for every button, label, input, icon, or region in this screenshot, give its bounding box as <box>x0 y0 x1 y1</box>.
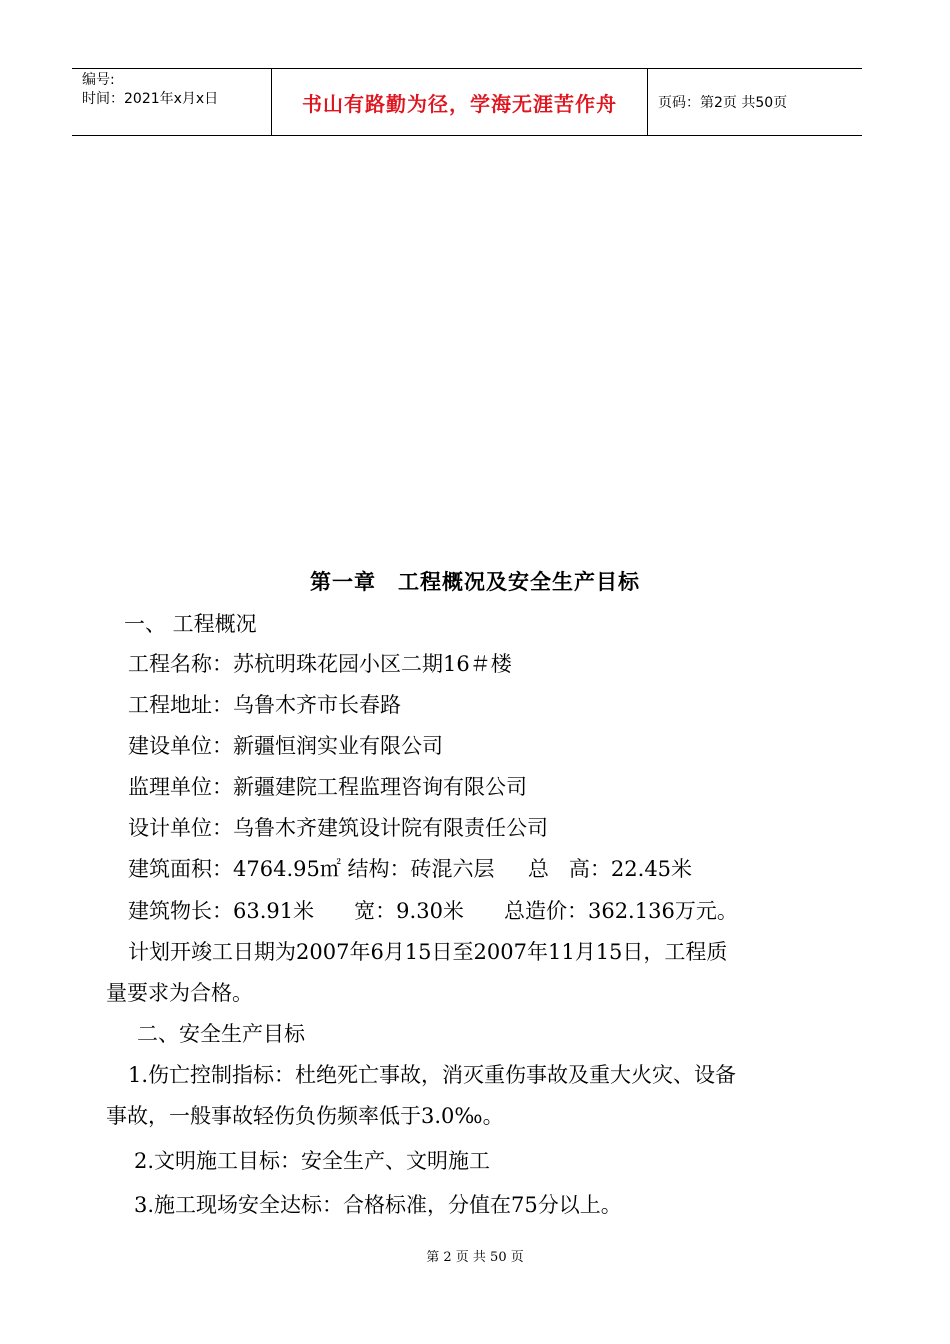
project-supervisor: 监理单位：新疆建院工程监理咨询有限公司 <box>128 775 527 799</box>
project-address: 工程地址：乌鲁木齐市长春路 <box>128 693 401 717</box>
page-footer: 第 2 页 共 50 页 <box>426 1250 524 1265</box>
project-schedule-line2: 量要求为合格。 <box>106 981 253 1005</box>
project-length-width-cost: 建筑物长：63.91米 宽：9.30米 总造价：362.136万元。 <box>128 899 738 923</box>
target-civilized-construction: 2.文明施工目标：安全生产、文明施工 <box>134 1149 491 1173</box>
target-casualty-line2: 事故，一般事故轻伤负伤频率低于3.0‰。 <box>106 1104 504 1128</box>
page-header <box>72 68 862 136</box>
project-area-structure: 建筑面积：4764.95㎡ 结构：砖混六层 总 高：22.45米 <box>128 857 693 881</box>
project-name: 工程名称：苏杭明珠花园小区二期16＃楼 <box>128 652 512 676</box>
section-heading-overview: 一、 工程概况 <box>124 612 257 636</box>
header-info <box>72 69 272 135</box>
target-site-safety: 3.施工现场安全达标：合格标准，分值在75分以上。 <box>134 1193 622 1217</box>
project-designer: 设计单位：乌鲁木齐建筑设计院有限责任公司 <box>128 816 548 840</box>
section-heading-safety-targets: 二、安全生产目标 <box>137 1022 305 1046</box>
header-motto: 书山有路勤为径，学海无涯苦作舟 <box>272 69 648 135</box>
project-builder: 建设单位：新疆恒润实业有限公司 <box>128 734 443 758</box>
header-page-number: 页码：第2页 共50页 <box>658 95 788 111</box>
document-time-label: 时间：2021年x月x日 <box>82 91 219 107</box>
document-number-label: 编号: <box>82 72 115 88</box>
target-casualty-line1: 1.伤亡控制指标：杜绝死亡事故，消灭重伤事故及重大火灾、设备 <box>128 1063 737 1087</box>
chapter-title: 第一章 工程概况及安全生产目标 <box>310 570 640 594</box>
project-schedule-line1: 计划开竣工日期为2007年6月15日至2007年11月15日，工程质 <box>128 940 728 964</box>
